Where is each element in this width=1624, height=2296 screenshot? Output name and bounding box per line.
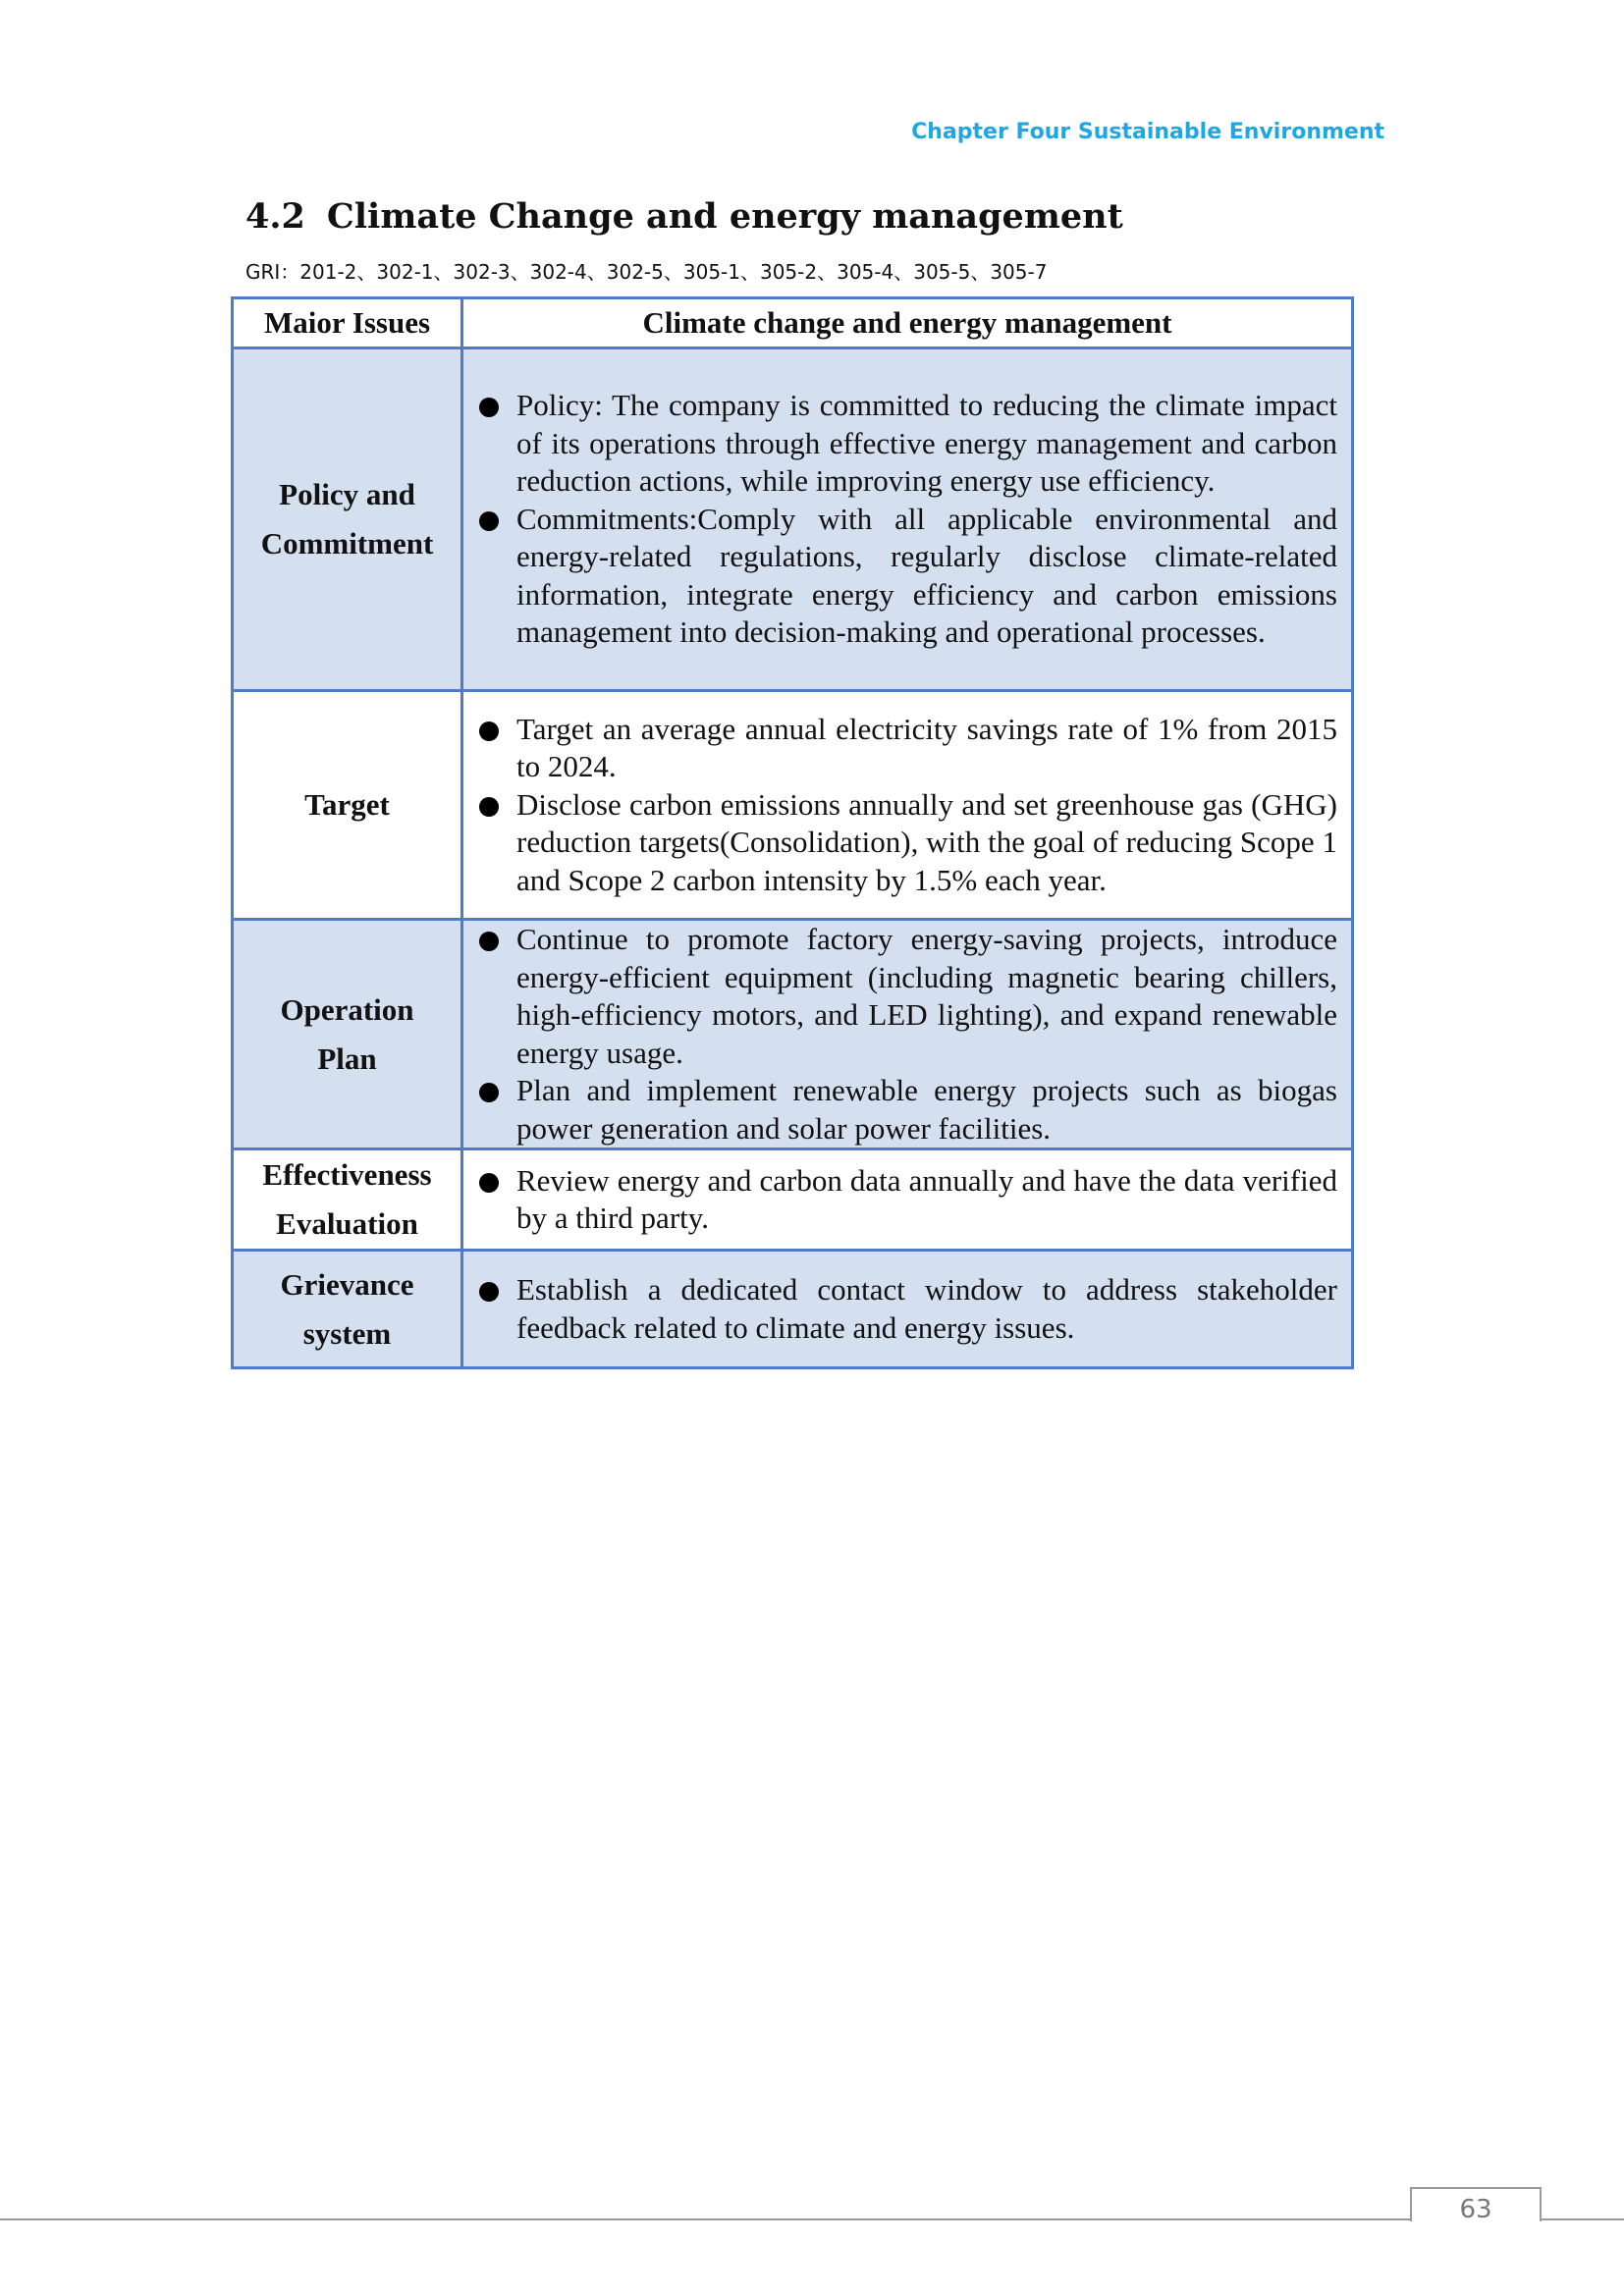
row-label-line: Plan: [317, 1041, 377, 1076]
list-item: Policy: The company is committed to reducing the climate impact of its operations through effective energy management and carbon reduction actions, while improving energy use efficiency.: [477, 387, 1337, 501]
chapter-header: Chapter Four Sustainable Environment: [911, 120, 1384, 144]
table-row: [233, 920, 1353, 1149]
table-row: [233, 1149, 1353, 1251]
list-item: Continue to promote factory energy-saving projects, introduce energy-efficient equipment (including magnetic bearing chillers, high-efficiency motors, and LED lighting), and expand renewable energy usage.: [477, 921, 1337, 1072]
list-item: Review energy and carbon data annually and have the data verified by a third party.: [477, 1162, 1337, 1238]
row-content: [462, 348, 1353, 691]
list-item: Establish a dedicated contact window to address stakeholder feedback related to climate and energy issues.: [477, 1271, 1337, 1347]
row-label-operation: [233, 920, 462, 1149]
table-row: [233, 1251, 1353, 1368]
row-content: [462, 1149, 1353, 1251]
list-item: Disclose carbon emissions annually and set greenhouse gas (GHG) reduction targets(Consolidation), with the goal of reducing Scope 1 and Scope 2 carbon intensity by 1.5% each year.: [477, 786, 1337, 900]
row-label-line: Operation: [280, 991, 414, 1027]
section-number: 4.2: [245, 196, 305, 237]
row-label-line: Effectiveness: [262, 1157, 432, 1192]
header-major-issues: Maior Issues: [233, 298, 462, 348]
page-number: 63: [1459, 2195, 1492, 2224]
issues-table: [231, 296, 1354, 1369]
section-title-text: Climate Change and energy management: [326, 196, 1123, 237]
section-title: [245, 196, 1123, 237]
row-label-line: Grievance: [280, 1266, 414, 1302]
table-header-row: [233, 298, 1353, 348]
row-label-line: system: [302, 1315, 392, 1351]
row-content: [462, 920, 1353, 1149]
list-item: Commitments:Comply with all applicable environmental and energy-related regulations, regularly disclose climate-related information, integrate energy efficiency and carbon emissions management into decision-making and operational processes.: [477, 501, 1337, 652]
header-topic: Climate change and energy management: [462, 298, 1353, 348]
table-row: [233, 691, 1353, 920]
row-label-policy: [233, 348, 462, 691]
row-content: [462, 691, 1353, 920]
row-label-target: [233, 691, 462, 920]
row-content: [462, 1251, 1353, 1368]
row-label-line: Commitment: [260, 526, 434, 561]
gri-references: GRI：201-2、302-1、302-3、302-4、302-5、305-1、305-2、305-4、305-5、305-7: [245, 260, 1048, 284]
footer-rule: [0, 2218, 1624, 2220]
list-item: Plan and implement renewable energy projects such as biogas power generation and solar power facilities.: [477, 1072, 1337, 1148]
row-label-line: Policy and: [279, 477, 415, 511]
row-label-line: Evaluation: [276, 1206, 418, 1241]
row-label-effectiveness: [233, 1149, 462, 1251]
table-row: [233, 348, 1353, 691]
row-label-grievance: [233, 1251, 462, 1368]
list-item: Target an average annual electricity savings rate of 1% from 2015 to 2024.: [477, 711, 1337, 786]
row-label-line: Target: [304, 787, 390, 822]
